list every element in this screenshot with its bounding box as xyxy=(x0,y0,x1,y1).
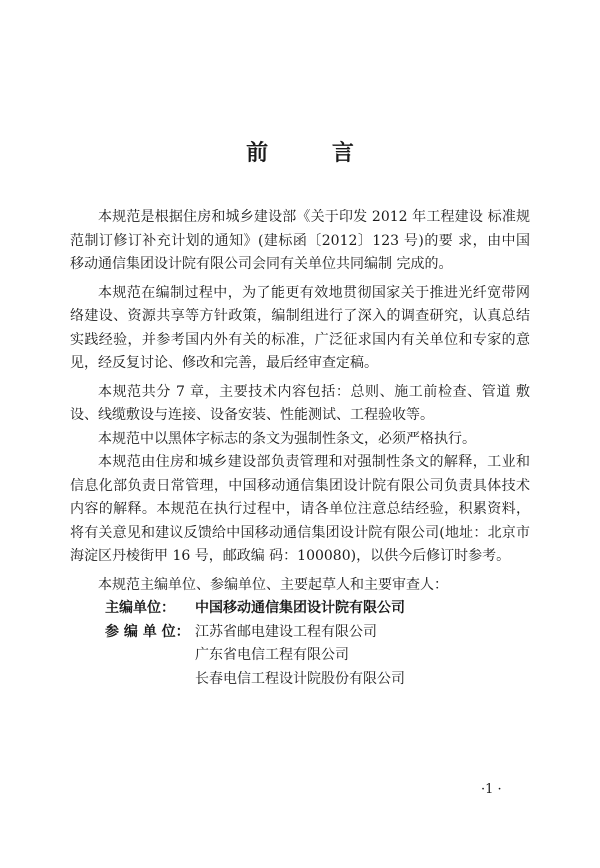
paragraph-mandatory: 本规范中以黑体字标志的条文为强制性条文，必须严格执行。 xyxy=(98,430,476,447)
paragraph-units-intro: 本规范主编单位、参编单位、主要起草人和主要审查人： xyxy=(98,576,448,593)
units-list xyxy=(70,597,530,691)
chief-unit-name: 中国移动通信集团设计院有限公司 xyxy=(195,600,405,616)
paragraph-origin: 本规范是根据住房和城乡建设部《关于印发 2012 年工程建设 标准规范制订修订补充计划的通知》(建标函〔2012〕123 号)的要 求，由中国移动通信集团设计院有限公司会同有关单位共同编制 完成的。 xyxy=(70,209,530,272)
participant-unit: 江苏省邮电建设工程有限公司 xyxy=(195,623,377,640)
participant-unit: 长春电信工程设计院股份有限公司 xyxy=(195,670,405,687)
participant-unit-label: 参 编 单 位： xyxy=(105,623,190,640)
chief-unit-row xyxy=(70,597,530,621)
paragraph-management: 本规范由住房和城乡建设部负责管理和对强制性条文的解释，工业和信息化部负责日常管理，中国移动通信集团设计院有限公司负责具体技术内容的解释。本规范在执行过程中，请各单位注意总结经验，积累资料，将有关意见和建议反馈给中国移动通信集团设计院有限公司(地址：北京市海淀区丹棱街甲 16 号，邮政编 码：100080)，以供今后修订时参考。 xyxy=(70,454,530,564)
participant-unit: 广东省电信工程有限公司 xyxy=(195,647,349,663)
paragraph-compilation: 本规范在编制过程中，为了能更有效地贯彻国家关于推进光纤宽带网络建设、资源共享等方针政策，编制组进行了深入的调查研究，认真总结实践经验，并参考国内外有关的标准，广泛征求国内有关单位和专家的意见，经反复讨论、修改和完善，最后经审查定稿。 xyxy=(70,284,530,371)
page-number: ·1 · xyxy=(481,782,502,797)
participant-units-row xyxy=(70,621,530,692)
preface-body xyxy=(70,206,530,691)
page-title: 前 言 xyxy=(246,141,382,166)
paragraph-chapters: 本规范共分 7 章，主要技术内容包括：总则、施工前检查、管道 敷设、线缆敷设与连接、设备安装、性能测试、工程验收等。 xyxy=(70,383,530,423)
chief-unit-label: 主编单位： xyxy=(105,600,175,616)
participant-unit-names xyxy=(195,621,530,692)
